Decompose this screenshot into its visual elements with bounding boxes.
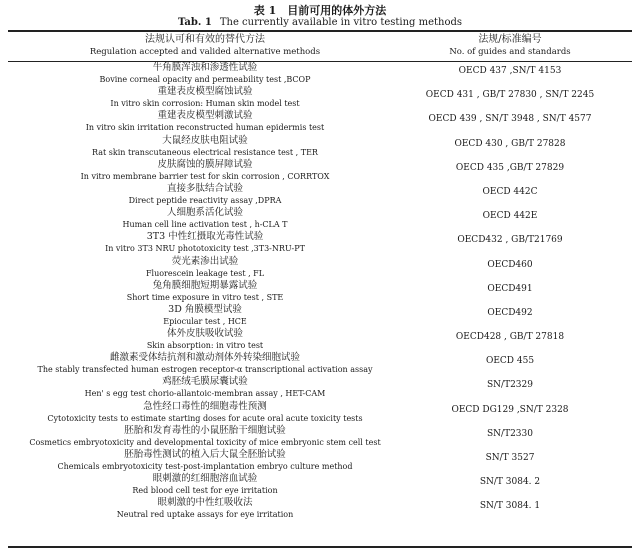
header-standard-en: No. of guides and standards	[449, 47, 571, 57]
standard-cell: OECD460	[487, 259, 533, 270]
standard-cell: OECD432 , GB/T21769	[457, 235, 563, 246]
table-row	[0, 401, 640, 425]
method-name-en: Direct peptide reactivity assay ,DPRA	[128, 195, 282, 205]
table-row	[0, 207, 640, 231]
standard-cell: OECD DG129 ,SN/T 2328	[451, 404, 569, 415]
standard-cell: SN/T 3527	[485, 453, 535, 463]
method-name-en: Neutral red uptake assays for eye irritation	[116, 510, 294, 520]
table-title-en: The currently available in vitro testing methods	[219, 17, 463, 28]
table-row	[0, 62, 640, 86]
bottom-rule	[8, 546, 632, 548]
method-name-cn: 兔角膜细胞短期暴露试验	[152, 279, 258, 291]
method-cell	[20, 62, 390, 86]
method-cell	[20, 183, 390, 207]
table-row	[0, 231, 640, 255]
method-cell	[20, 401, 390, 425]
method-name-en: Red blood cell test for eye irritation	[132, 486, 278, 496]
method-name-en: Chemicals embryotoxicity test-post-implantation embryo culture method	[57, 462, 353, 471]
method-cell	[20, 304, 390, 328]
method-name-cn: 雌激素受体结抗剂和激动剂体外转染细胞试验	[109, 352, 300, 364]
table-label-en: Tab. 1	[177, 17, 212, 28]
method-name-en: Short time exposure in vitro test , STE	[126, 292, 284, 302]
standard-cell: SN/T 3084. 2	[479, 477, 541, 488]
method-cell	[20, 207, 390, 231]
standard-cell: OECD 430 , GB/T 27828	[454, 138, 566, 149]
method-cell	[20, 497, 390, 521]
standard-cell: OECD 435 ,GB/T 27829	[455, 162, 565, 173]
method-cell	[20, 280, 390, 304]
method-name-cn: 重建表皮模型腐蚀试验	[157, 86, 253, 98]
method-name-en: The stably transfected human estrogen receptor-α transcriptional activation assay	[37, 365, 373, 375]
standard-cell: OECD 442C	[482, 186, 538, 197]
standard-cell: SN/T 3084. 1	[479, 501, 541, 512]
method-name-en: In vitro 3T3 NRU phototoxicity test ,3T3-NRU-PT	[105, 244, 305, 254]
method-name-cn: 牛角膜浑浊和渗透性试验	[152, 62, 258, 73]
method-name-en: Cosmetics embryotoxicity and developmental toxicity of mice embryonic stem cell test	[29, 437, 381, 447]
method-name-en: Fluorescein leakage test , FL	[145, 268, 265, 278]
method-name-en: Bovine corneal opacity and permeability test ,BCOP	[99, 75, 311, 84]
header-method-cn: 法规认可和有效的替代方法	[145, 34, 265, 45]
method-name-cn: 胚胎和发育毒性的小鼠胚胎干细胞试验	[124, 424, 286, 436]
table-body	[0, 62, 640, 522]
standard-cell: SN/T2329	[487, 380, 533, 391]
method-name-en: In vitro skin corrosion: Human skin model test	[110, 99, 300, 109]
method-cell	[20, 352, 390, 376]
table-row	[0, 328, 640, 352]
table-caption-en	[0, 17, 640, 28]
method-name-cn: 眼刺激的红细胞溶血试验	[152, 473, 258, 485]
standard-cell: OECD492	[487, 307, 533, 318]
table-row	[0, 473, 640, 497]
method-name-cn: 3T3 中性红摄取光毒性试验	[146, 231, 264, 243]
method-name-en: In vitro skin irritation reconstructed human epidermis test	[85, 123, 325, 133]
method-name-cn: 鸡胚绒毛膜尿囊试验	[162, 376, 248, 388]
method-cell	[20, 473, 390, 497]
table-row	[0, 376, 640, 400]
method-name-cn: 眼刺激的中性红吸收法	[157, 497, 253, 509]
method-name-cn: 胚胎毒性测试的植入后大鼠全胚胎试验	[124, 449, 286, 460]
table-row	[0, 183, 640, 207]
method-cell	[20, 376, 390, 400]
method-cell	[20, 328, 390, 352]
method-name-cn: 荧光素渗出试验	[171, 255, 239, 267]
method-cell	[20, 425, 390, 449]
standard-cell: OECD 455	[485, 356, 535, 367]
standard-cell: OECD 442E	[482, 211, 538, 222]
header-standard-cn: 法规/标准编号	[478, 34, 542, 45]
header-standard	[390, 33, 630, 60]
method-cell	[20, 86, 390, 110]
method-name-en: Hen' s egg test chorio-allantoic-membran assay , HET-CAM	[84, 389, 326, 399]
method-cell	[20, 449, 390, 473]
method-name-en: Human cell line activation test , h-CLA T	[122, 220, 288, 230]
method-name-en: Skin absorption: in vitro test	[146, 341, 264, 351]
table-row	[0, 352, 640, 376]
table-caption-cn: 表 1 目前可用的体外方法	[253, 4, 387, 17]
method-cell	[20, 135, 390, 159]
table-row	[0, 449, 640, 473]
method-name-en: Rat skin transcutaneous electrical resistance test , TER	[92, 147, 318, 157]
standard-cell: OECD428 , GB/T 27818	[455, 332, 565, 343]
method-cell	[20, 110, 390, 134]
method-name-cn: 体外皮肤吸收试验	[166, 328, 243, 340]
table-row	[0, 280, 640, 304]
method-cell	[20, 231, 390, 255]
method-cell	[20, 256, 390, 280]
table-row	[0, 110, 640, 134]
method-name-cn: 重建表皮模型刺激试验	[157, 110, 253, 122]
method-name-cn: 皮肤腐蚀的膜屏障试验	[157, 158, 253, 170]
method-name-en: Cytotoxicity tests to estimate starting doses for acute oral acute toxicity tests	[47, 413, 363, 423]
table-row	[0, 159, 640, 183]
table-row	[0, 304, 640, 328]
standard-cell: OECD 431 , GB/T 27830 , SN/T 2245	[425, 90, 595, 101]
standard-cell: OECD 439 , SN/T 3948 , SN/T 4577	[428, 114, 592, 125]
top-rule	[8, 30, 632, 32]
method-name-cn: 人细胞系活化试验	[166, 207, 243, 219]
method-name-cn: 大鼠经皮肤电阻试验	[162, 134, 248, 146]
method-name-en: Epiocular test , HCE	[163, 316, 247, 326]
header-method	[20, 33, 390, 60]
table-row	[0, 86, 640, 110]
table-row	[0, 256, 640, 280]
table-row	[0, 497, 640, 521]
method-name-cn: 3D 角膜模型试验	[168, 303, 242, 315]
method-name-cn: 直接多肽结合试验	[166, 182, 243, 194]
method-name-en: In vitro membrane barrier test for skin corrosion , CORRTOX	[80, 171, 330, 181]
header-method-en: Regulation accepted and valided alternative methods	[89, 47, 321, 57]
standard-cell: SN/T2330	[487, 428, 533, 439]
method-name-cn: 急性经口毒性的细胞毒性预测	[143, 400, 267, 412]
table-row	[0, 425, 640, 449]
method-cell	[20, 159, 390, 183]
standard-cell: OECD491	[487, 283, 533, 294]
standard-cell: OECD 437 ,SN/T 4153	[458, 66, 562, 76]
table-row	[0, 135, 640, 159]
